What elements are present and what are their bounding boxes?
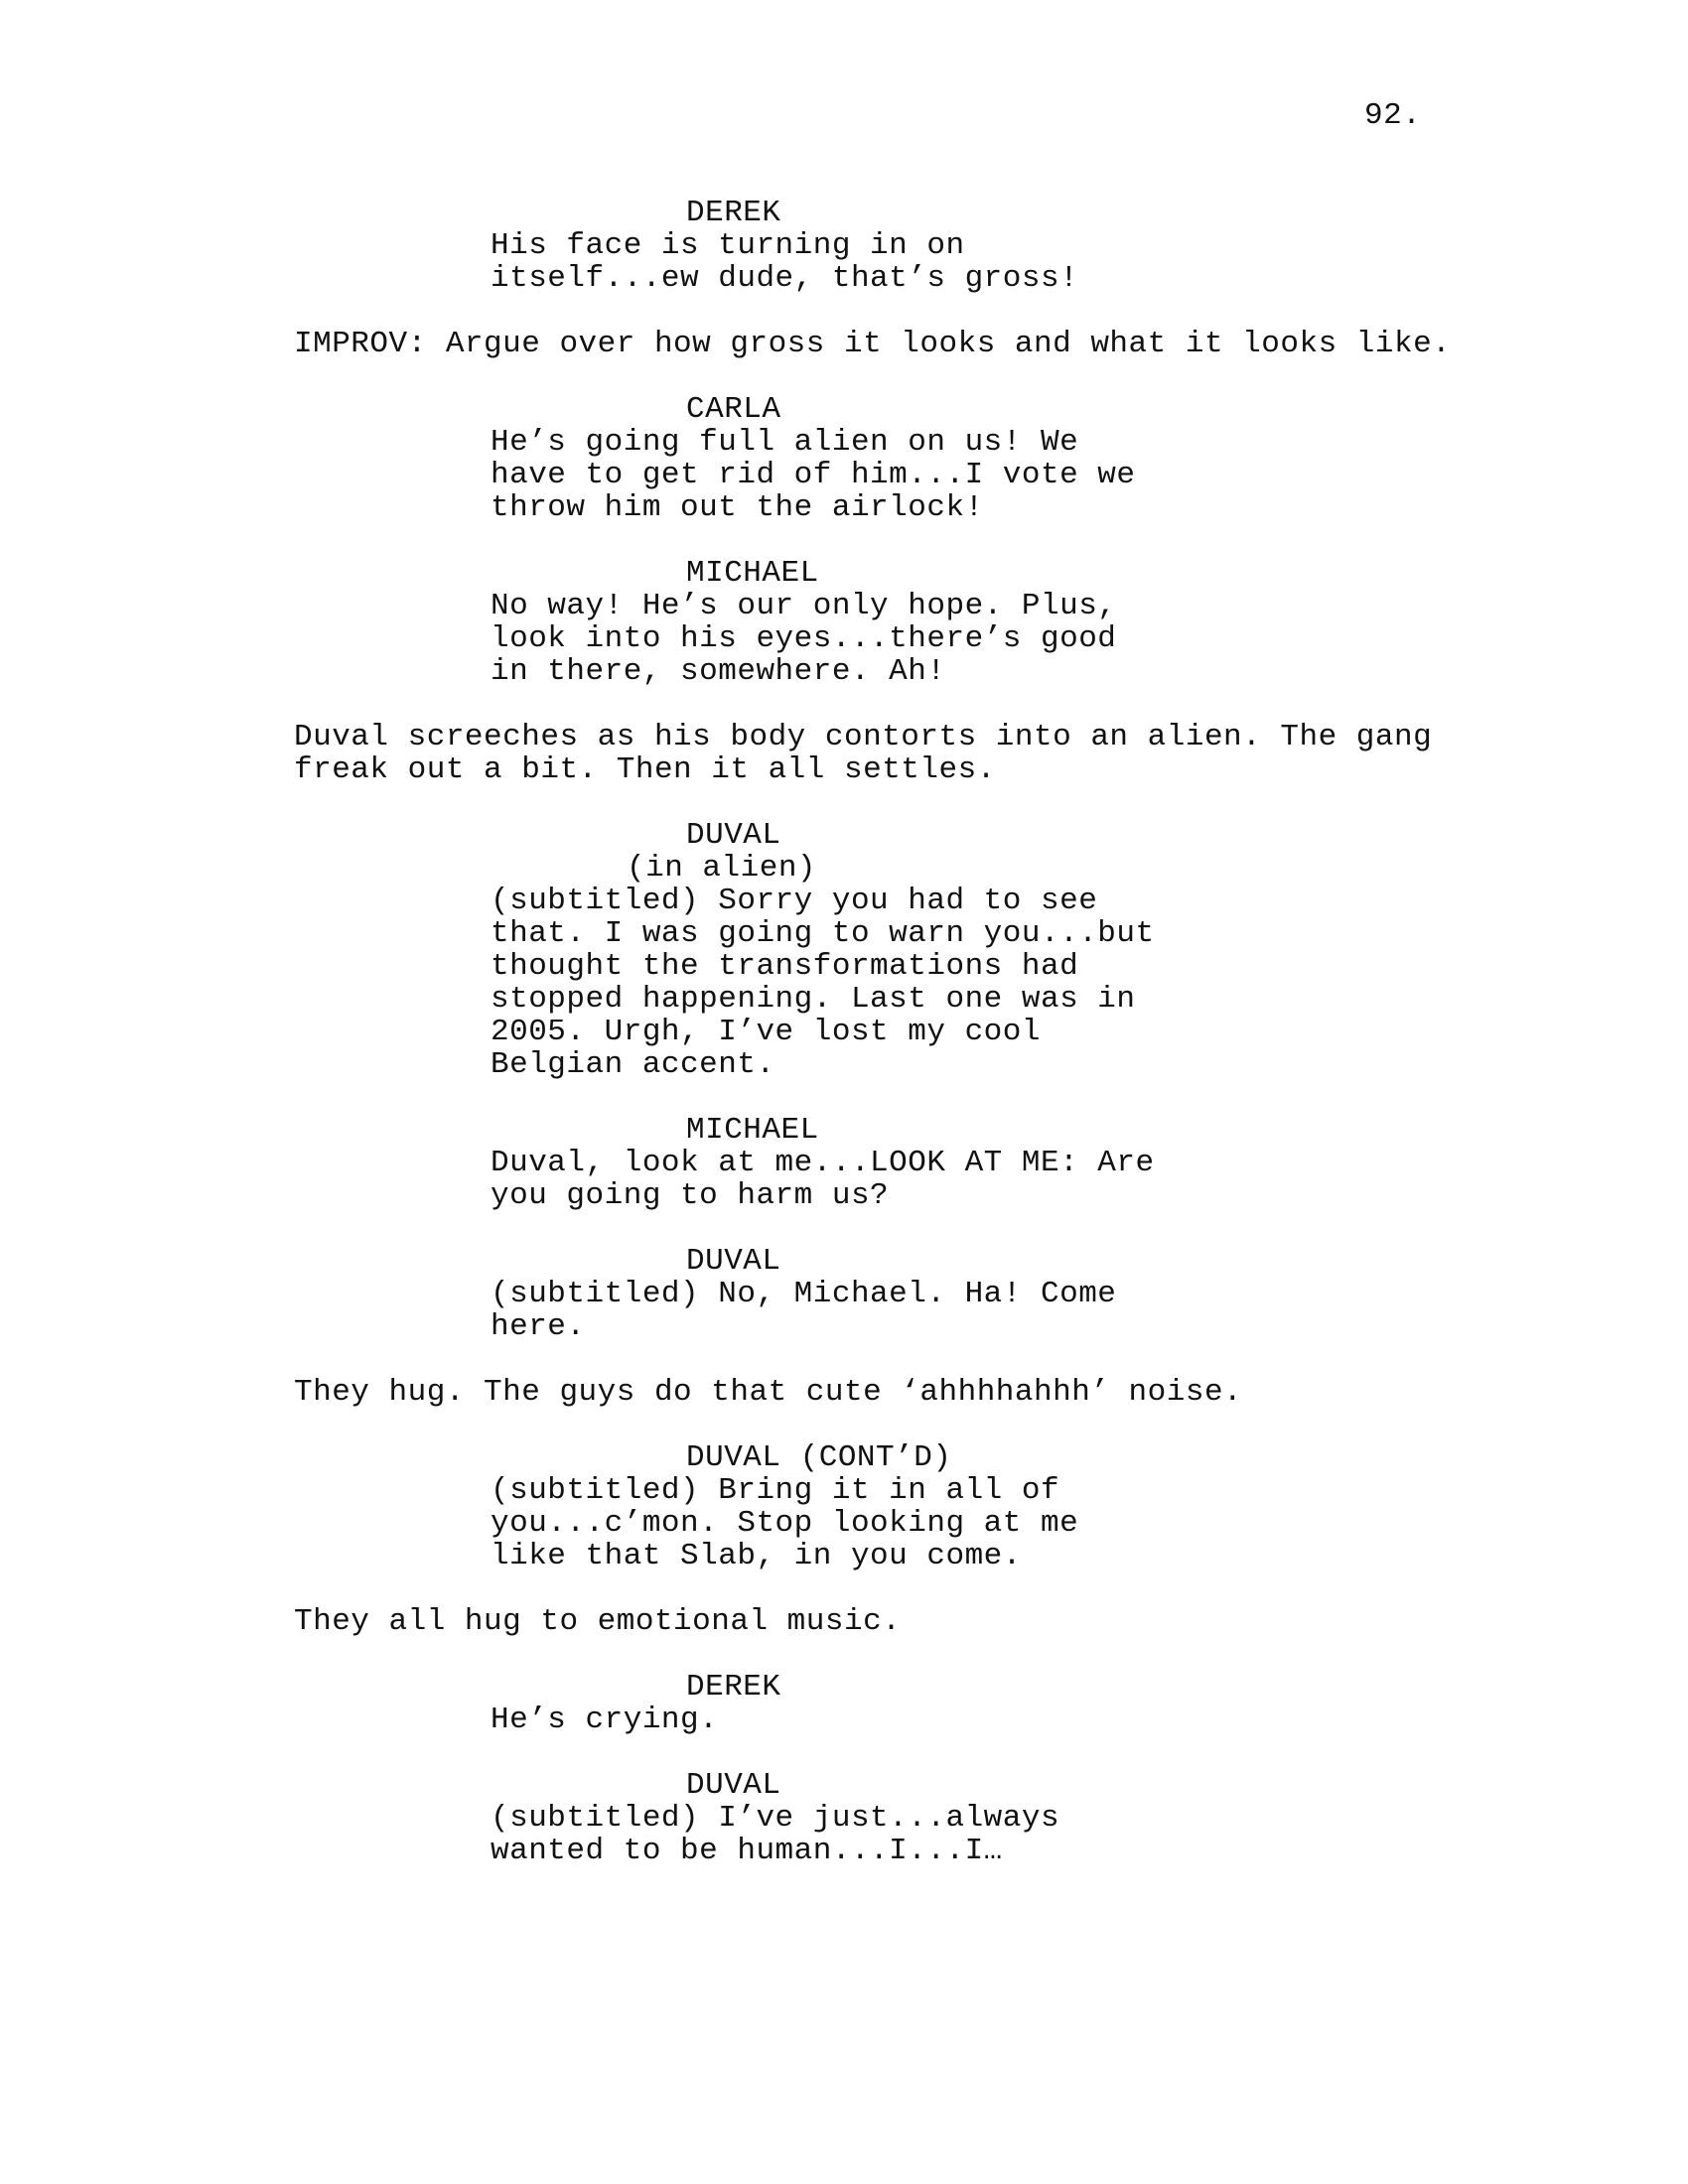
dialogue-line: throw him out the airlock! [491, 490, 984, 525]
dialogue-line: He’s going full alien on us! We [491, 425, 1079, 460]
character-name-michael: MICHAEL [686, 556, 819, 591]
action-line: They hug. The guys do that cute ‘ahhhhahhh’ noise. [294, 1375, 1243, 1410]
dialogue-line: (subtitled) I’ve just...always [491, 1801, 1060, 1836]
dialogue-line: like that Slab, in you come. [491, 1539, 1022, 1573]
character-name-duval: DUVAL [686, 818, 781, 853]
action-line: Duval screeches as his body contorts into an alien. The gang [294, 720, 1433, 754]
dialogue-line: No way! He’s our only hope. Plus, [491, 589, 1117, 623]
dialogue-line: have to get rid of him...I vote we [491, 458, 1136, 492]
dialogue-line: stopped happening. Last one was in [491, 982, 1136, 1017]
action-line-improv: IMPROV: Argue over how gross it looks and what it looks like. [294, 327, 1452, 361]
dialogue-line: that. I was going to warn you...but [491, 916, 1155, 951]
character-name-derek: DEREK [686, 1670, 781, 1705]
character-name-derek: DEREK [686, 196, 781, 230]
character-name-duval: DUVAL [686, 1768, 781, 1803]
page-number: 92. [1364, 98, 1422, 133]
dialogue-line: His face is turning in on [491, 228, 965, 263]
dialogue-line: He’s crying. [491, 1703, 719, 1737]
dialogue-line: 2005. Urgh, I’ve lost my cool [491, 1015, 1041, 1049]
character-name-carla: CARLA [686, 392, 781, 427]
parenthetical: (in alien) [627, 851, 817, 886]
dialogue-line: (subtitled) No, Michael. Ha! Come [491, 1277, 1117, 1311]
character-name-michael: MICHAEL [686, 1113, 819, 1148]
dialogue-line: itself...ew dude, that’s gross! [491, 261, 1079, 296]
dialogue-line: Belgian accent. [491, 1047, 775, 1082]
dialogue-line: thought the transformations had [491, 949, 1079, 984]
character-name-duval-contd: DUVAL (CONT’D) [686, 1440, 952, 1475]
action-line: freak out a bit. Then it all settles. [294, 752, 996, 787]
dialogue-line: wanted to be human...I...I… [491, 1834, 1003, 1868]
dialogue-line: look into his eyes...there’s good [491, 621, 1117, 656]
dialogue-line: you going to harm us? [491, 1178, 890, 1213]
dialogue-line: in there, somewhere. Ah! [491, 654, 946, 689]
dialogue-line: (subtitled) Bring it in all of [491, 1473, 1060, 1508]
dialogue-line: you...c’mon. Stop looking at me [491, 1506, 1079, 1541]
character-name-duval: DUVAL [686, 1244, 781, 1279]
dialogue-line: (subtitled) Sorry you had to see [491, 884, 1098, 918]
dialogue-line: here. [491, 1309, 586, 1344]
action-line: They all hug to emotional music. [294, 1604, 902, 1639]
dialogue-line: Duval, look at me...LOOK AT ME: Are [491, 1146, 1155, 1180]
